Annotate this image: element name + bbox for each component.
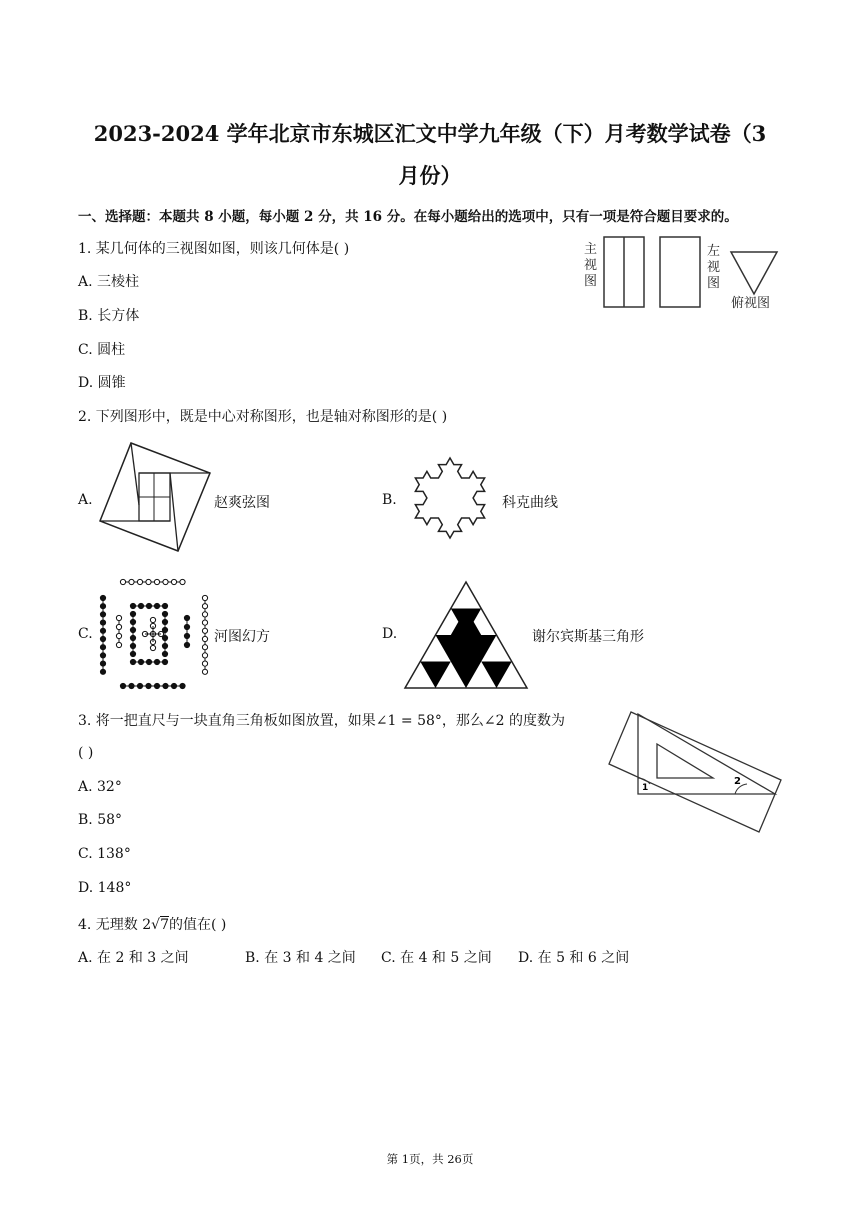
question-3-option-b: B. 58°	[78, 812, 123, 828]
front-view-char: 图	[584, 274, 598, 289]
question-4-option-c: C. 在 4 和 5 之间	[381, 950, 492, 966]
question-4-stem-prefix: 4. 无理数 2	[78, 917, 152, 933]
dot-hollow	[202, 661, 207, 666]
front-view-char: 视	[584, 258, 598, 273]
three-view-figure	[580, 232, 780, 314]
question-4-option-a: A. 在 2 和 3 之间	[78, 950, 189, 966]
dot-hollow	[150, 645, 155, 650]
dot-hollow	[137, 579, 142, 584]
dot-filled	[171, 683, 176, 688]
ruler	[609, 712, 781, 832]
dot-hollow	[163, 579, 168, 584]
ruler-triangle-figure	[605, 710, 785, 840]
dot-filled	[162, 651, 167, 656]
dot-filled	[146, 659, 151, 664]
dot-hollow	[146, 579, 151, 584]
left-view-char: 左	[707, 244, 721, 259]
front-view-char: 主	[584, 242, 598, 257]
dot-hollow	[120, 579, 125, 584]
dot-filled	[138, 659, 143, 664]
dot-filled	[184, 642, 189, 647]
sierpinski-triangle-figure	[403, 580, 529, 690]
top-view-label: 俯视图	[731, 296, 771, 311]
title-line-1: 2023-2024 学年北京市东城区汇文中学九年级（下）月考数学试卷（3	[93, 121, 767, 146]
dot-filled	[100, 620, 105, 625]
dot-hollow	[202, 595, 207, 600]
dot-filled	[184, 624, 189, 629]
question-1-option-c: C. 圆柱	[78, 342, 126, 358]
question-3-stem: 3. 将一把直尺与一块直角三角板如图放置，如果∠1 = 58°，那么∠2 的度数为	[78, 713, 565, 729]
dot-filled	[137, 683, 142, 688]
dot-filled	[162, 619, 167, 624]
dot-hollow	[202, 620, 207, 625]
question-2-option-d-caption: 谢尔宾斯基三角形	[532, 629, 644, 645]
question-4-option-d: D. 在 5 和 6 之间	[518, 950, 630, 966]
question-1-stem: 1. 某几何体的三视图如图，则该几何体是( )	[78, 241, 350, 257]
dot-filled	[154, 603, 159, 608]
dot-filled	[100, 669, 105, 674]
dot-filled	[100, 661, 105, 666]
dot-filled	[130, 611, 135, 616]
dot-hollow	[202, 653, 207, 658]
dot-hollow	[116, 624, 121, 629]
question-3-option-a: A. 32°	[78, 779, 122, 795]
dot-hollow	[116, 615, 121, 620]
dot-filled	[120, 683, 125, 688]
dot-filled	[100, 636, 105, 641]
dot-filled	[130, 643, 135, 648]
question-4-stem-suffix: 的值在( )	[169, 917, 227, 933]
question-2-option-d-letter: D.	[382, 626, 398, 642]
sqrt-radicand: 7	[160, 917, 170, 933]
dot-filled	[130, 619, 135, 624]
dot-filled	[130, 651, 135, 656]
dot-hollow	[116, 642, 121, 647]
sqrt-symbol: √	[151, 917, 161, 933]
dot-filled	[146, 683, 151, 688]
question-1-option-b: B. 长方体	[78, 308, 140, 324]
dot-hollow	[202, 669, 207, 674]
dot-filled	[130, 627, 135, 632]
left-view-char: 视	[707, 260, 721, 275]
dot-filled	[130, 659, 135, 664]
question-2-option-a-letter: A.	[78, 492, 93, 508]
dot-hollow	[154, 579, 159, 584]
dot-filled	[184, 615, 189, 620]
dot-filled	[162, 611, 167, 616]
dot-filled	[184, 633, 189, 638]
question-2-option-c-caption: 河图幻方	[214, 629, 270, 645]
question-2-stem: 2. 下列图形中，既是中心对称图形，也是轴对称图形的是( )	[78, 409, 448, 425]
dot-filled	[100, 653, 105, 658]
dot-filled	[100, 628, 105, 633]
left-view-char: 图	[707, 276, 721, 291]
dot-filled	[162, 643, 167, 648]
left-view-rect	[660, 237, 700, 307]
dot-hollow	[150, 617, 155, 622]
question-4-option-b: B. 在 3 和 4 之间	[245, 950, 356, 966]
koch-snowflake-figure	[400, 446, 500, 546]
question-2-option-a-caption: 赵爽弦图	[214, 495, 270, 511]
title-line-2: 月份）	[398, 163, 462, 188]
dot-filled	[100, 645, 105, 650]
page-footer: 第 1页，共 26页	[386, 1152, 474, 1166]
set-square-inner	[657, 744, 713, 778]
dot-filled	[129, 683, 134, 688]
dot-hollow	[202, 612, 207, 617]
zhao-shuang-figure	[98, 443, 218, 555]
set-square-outer	[638, 714, 775, 794]
question-3-stem-continued: ( )	[78, 745, 94, 761]
question-2-option-b-letter: B.	[382, 492, 397, 508]
top-view-triangle	[731, 252, 777, 294]
angle-1-label: 1	[642, 783, 649, 793]
dot-filled	[162, 603, 167, 608]
dot-filled	[138, 603, 143, 608]
dot-filled	[146, 603, 151, 608]
question-3-option-d: D. 148°	[78, 880, 132, 896]
dot-filled	[100, 612, 105, 617]
left-view-label	[707, 244, 723, 292]
dot-filled	[154, 683, 159, 688]
dot-filled	[130, 603, 135, 608]
dot-filled	[180, 683, 185, 688]
dot-filled	[163, 683, 168, 688]
dot-hollow	[129, 579, 134, 584]
question-2-option-c-letter: C.	[78, 626, 93, 642]
dot-filled	[100, 604, 105, 609]
dot-filled	[162, 659, 167, 664]
dot-hollow	[171, 579, 176, 584]
dot-filled	[154, 659, 159, 664]
question-1-option-d: D. 圆锥	[78, 375, 126, 391]
question-4-stem	[78, 914, 226, 934]
question-3-option-c: C. 138°	[78, 846, 131, 862]
dot-hollow	[202, 645, 207, 650]
he-tu-figure	[95, 576, 211, 692]
dot-hollow	[202, 636, 207, 641]
question-2-option-b-caption: 科克曲线	[502, 495, 558, 511]
question-1-option-a: A. 三棱柱	[78, 274, 140, 290]
section-header: 一、选择题：本题共 8 小题，每小题 2 分，共 16 分。在每小题给出的选项中，只有一项是符合题目要求的。	[78, 209, 738, 225]
dot-filled	[100, 595, 105, 600]
angle-2-label: 2	[734, 776, 741, 787]
dot-hollow	[202, 628, 207, 633]
dot-hollow	[180, 579, 185, 584]
dot-filled	[130, 635, 135, 640]
dot-hollow	[202, 604, 207, 609]
dot-hollow	[116, 633, 121, 638]
